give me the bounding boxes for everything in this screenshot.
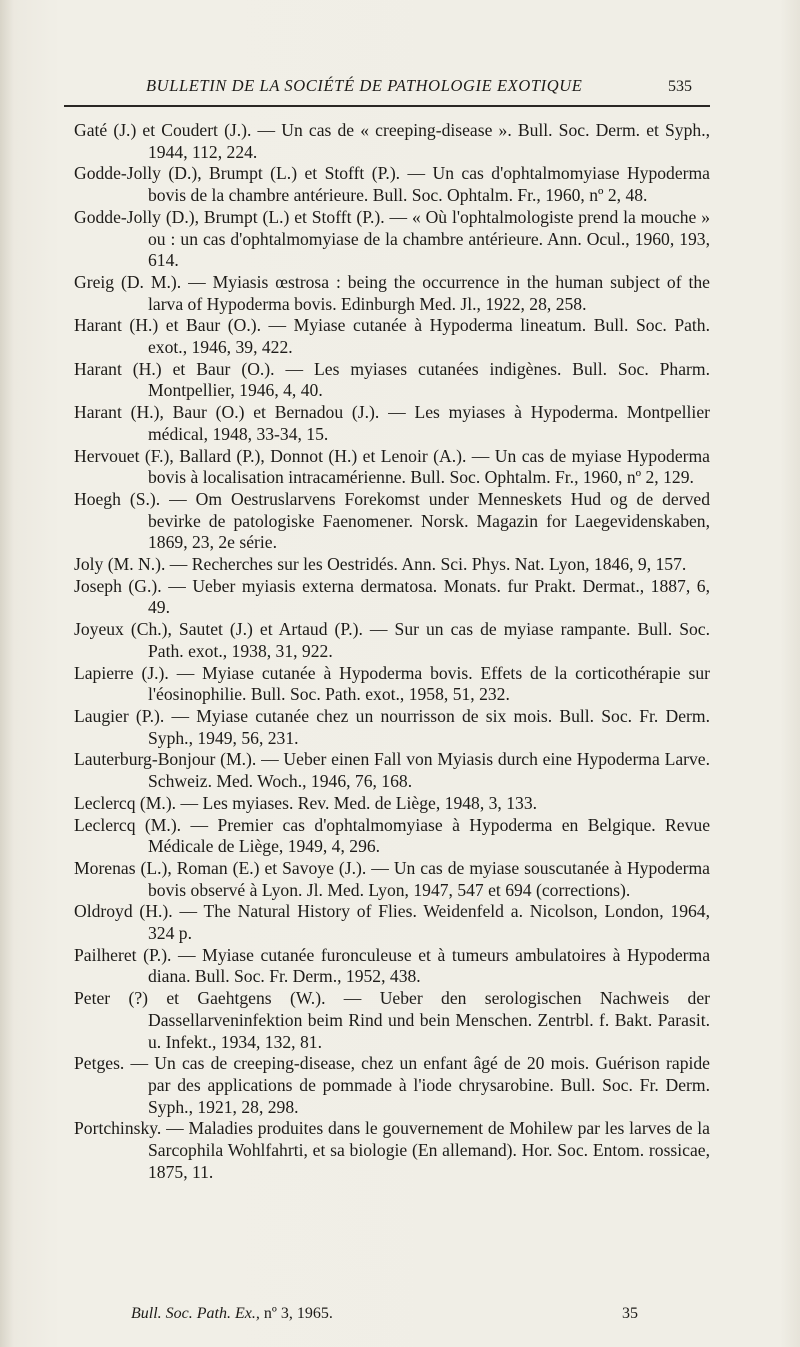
reference-entry: Harant (H.) et Baur (O.). — Les myiases cutanées indigènes. Bull. Soc. Pharm. Montpellier, 1946, 4, 40. — [74, 358, 710, 401]
reference-entry: Godde-Jolly (D.), Brumpt (L.) et Stofft (P.). — Un cas d'ophtalmomyiase Hypoderma bovis de la chambre antérieure. Bull. Soc. Ophtalm. Fr., 1960, nº 2, 48. — [74, 163, 710, 206]
header-rule — [64, 105, 710, 107]
reference-entry: Hoegh (S.). — Om Oestruslarvens Forekomst under Menneskets Hud og de derved bevirke de patologiske Faenomener. Norsk. Magazin for Laegevidenskaben, 1869, 23, 2e série. — [74, 488, 710, 553]
reference-entry: Gaté (J.) et Coudert (J.). — Un cas de « creeping-disease ». Bull. Soc. Derm. et Syph., 1944, 112, 224. — [74, 120, 710, 162]
reference-entry: Petges. — Un cas de creeping-disease, chez un enfant âgé de 20 mois. Guérison rapide par des applications de pommade à l'iode chrysarobine. Bull. Soc. Fr. Derm. Syph., 1921, 28, 298. — [74, 1053, 710, 1117]
reference-list — [74, 120, 710, 1183]
reference-entry: Peter (?) et Gaehtgens (W.). — Ueber den serologischen Nachweis der Dassellarveninfektion beim Rind und bein Menschen. Zentrbl. f. Bakt. Parasit. u. Infekt., 1934, 132, 81. — [74, 988, 710, 1052]
reference-entry: Joyeux (Ch.), Sautet (J.) et Artaud (P.). — Sur un cas de myiase rampante. Bull. Soc. Path. exot., 1938, 31, 922. — [74, 619, 710, 661]
reference-entry: Laugier (P.). — Myiase cutanée chez un nourrisson de six mois. Bull. Soc. Fr. Derm. Syph., 1949, 56, 231. — [74, 705, 710, 748]
reference-entry: Lapierre (J.). — Myiase cutanée à Hypoderma bovis. Effets de la corticothérapie sur l'éosinophilie. Bull. Soc. Path. exot., 1958, 51, 232. — [74, 662, 710, 705]
reference-entry: Lauterburg-Bonjour (M.). — Ueber einen Fall von Myiasis durch eine Hypoderma Larve. Schweiz. Med. Woch., 1946, 76, 168. — [74, 749, 710, 792]
reference-entry: Leclercq (M.). — Les myiases. Rev. Med. de Liège, 1948, 3, 133. — [74, 792, 538, 813]
reference-entry: Morenas (L.), Roman (E.) et Savoye (J.). — Un cas de myiase souscutanée à Hypoderma bovis observé à Lyon. Jl. Med. Lyon, 1947, 547 et 694 (corrections). — [74, 857, 710, 900]
footer-issue: nº 3, 1965. — [263, 1305, 333, 1322]
reference-entry: Joly (M. N.). — Recherches sur les Oestridés. Ann. Sci. Phys. Nat. Lyon, 1846, 9, 157. — [74, 554, 687, 575]
reference-entry: Harant (H.) et Baur (O.). — Myiase cutanée à Hypoderma lineatum. Bull. Soc. Path. exot., 1946, 39, 422. — [74, 315, 710, 358]
running-head-title: BULLETIN DE LA SOCIÉTÉ DE PATHOLOGIE EXOTIQUE — [146, 76, 583, 95]
footer-journal: Bull. Soc. Path. Ex., — [131, 1305, 260, 1322]
reference-entry: Hervouet (F.), Ballard (P.), Donnot (H.) et Lenoir (A.). — Un cas de myiase Hypoderma bovis à localisation intracamérienne. Bull. Soc. Ophtalm. Fr., 1960, nº 2, 129. — [74, 445, 710, 488]
reference-entry: Leclercq (M.). — Premier cas d'ophtalmomyiase à Hypoderma en Belgique. Revue Médicale de Liège, 1949, 4, 296. — [74, 814, 710, 857]
reference-entry: Joseph (G.). — Ueber myiasis externa dermatosa. Monats. fur Prakt. Dermat., 1887, 6, 49. — [74, 575, 710, 618]
reference-entry: Oldroyd (H.). — The Natural History of Flies. Weidenfeld a. Nicolson, London, 1964, 324 p. — [74, 901, 710, 944]
reference-entry: Pailheret (P.). — Myiase cutanée furonculeuse et à tumeurs ambulatoires à Hypoderma diana. Bull. Soc. Fr. Derm., 1952, 438. — [74, 944, 710, 987]
reference-entry: Portchinsky. — Maladies produites dans le gouvernement de Mohilew par les larves de la Sarcophila Wohlfahrti, et sa biologie (En allemand). Hor. Soc. Entom. rossicae, 1875, 11. — [74, 1118, 710, 1182]
footer-sheet-number: 35 — [622, 1305, 638, 1322]
reference-entry: Greig (D. M.). — Myiasis œstrosa : being the occurrence in the human subject of the larva of Hypoderma bovis. Edinburgh Med. Jl., 1922, 28, 258. — [74, 271, 710, 314]
footer-citation — [131, 1305, 691, 1323]
page-number: 535 — [668, 78, 692, 95]
reference-entry: Harant (H.), Baur (O.) et Bernadou (J.). — Les myiases à Hypoderma. Montpellier médical, 1948, 33-34, 15. — [74, 402, 710, 444]
reference-entry: Godde-Jolly (D.), Brumpt (L.) et Stofft (P.). — « Où l'ophtalmologiste prend la mouche » ou : un cas d'ophtalmomyiase de la chambre antérieure. Ann. Ocul., 1960, 193, 614. — [74, 206, 710, 271]
